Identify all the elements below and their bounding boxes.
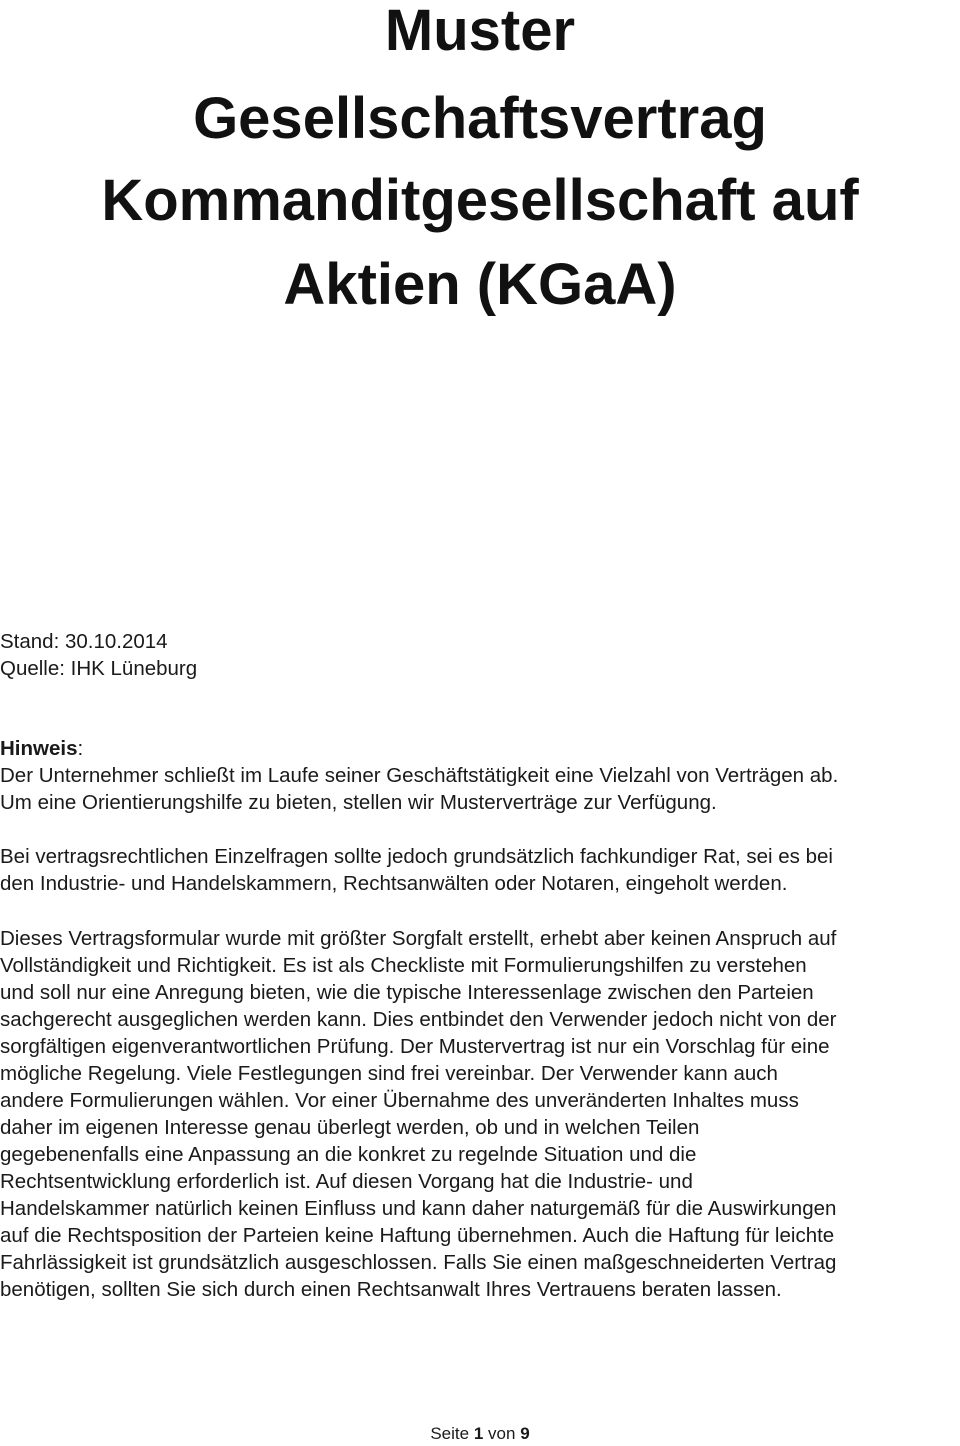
title-line-4: Aktien (KGaA) [283,252,677,317]
text-line: benötigen, sollten Sie sich durch einen Rechtsanwalt Ihres Vertrauens beraten lassen. [0,1278,782,1301]
notice-heading [0,736,83,762]
text-line: sorgfältigen eigenverantwortlichen Prüfung. Der Mustervertrag ist nur ein Vorschlag für eine [0,1035,830,1058]
page-number [0,1423,960,1445]
text-line: Um eine Orientierungshilfe zu bieten, stellen wir Musterverträge zur Verfügung. [0,791,717,814]
page-current: 1 [473,1424,484,1443]
title-line-2: Gesellschaftsvertrag [193,86,767,151]
text-line: daher im eigenen Interesse genau überlegt werden, ob und in welchen Teilen [0,1116,700,1139]
text-line: auf die Rechtsposition der Parteien keine Haftung übernehmen. Auch die Haftung für leichte [0,1224,835,1247]
title-line-3: Kommanditgesellschaft auf [101,168,859,233]
text-line: den Industrie- und Handelskammern, Rechtsanwälten oder Notaren, eingeholt werden. [0,872,788,895]
notice-label: Hinweis [0,737,78,760]
page-middle: von [488,1424,516,1443]
text-line: mögliche Regelung. Viele Festlegungen sind frei vereinbar. Der Verwender kann auch [0,1062,778,1085]
text-line: Rechtsentwicklung erforderlich ist. Auf diesen Vorgang hat die Industrie- und [0,1170,693,1193]
text-line: gegebenenfalls eine Anpassung an die konkret zu regelnde Situation und die [0,1143,697,1166]
text-line: Vollständigkeit und Richtigkeit. Es ist als Checkliste mit Formulierungshilfen zu verstehen [0,954,807,977]
page-prefix: Seite [430,1424,470,1443]
text-line: Handelskammer natürlich keinen Einfluss und kann daher naturgemäß für die Auswirkungen [0,1197,837,1220]
text-line: Der Unternehmer schließt im Laufe seiner Geschäftstätigkeit eine Vielzahl von Verträgen ab. [0,764,839,787]
text-line: andere Formulierungen wählen. Vor einer Übernahme des unveränderten Inhaltes muss [0,1089,799,1112]
stand-date: Stand: 30.10.2014 [0,630,168,653]
page-total: 9 [520,1424,530,1443]
source-line: Quelle: IHK Lüneburg [0,657,198,680]
text-line: Dieses Vertragsformular wurde mit größter Sorgfalt erstellt, erhebt aber keinen Anspruch auf [0,927,837,950]
text-line: und soll nur eine Anregung bieten, wie die typische Interessenlage zwischen den Parteien [0,981,814,1004]
text-line: Bei vertragsrechtlichen Einzelfragen sollte jedoch grundsätzlich fachkundiger Rat, sei es bei [0,845,833,868]
text-line: sachgerecht ausgeglichen werden kann. Dies entbindet den Verwender jedoch nicht von der [0,1008,837,1031]
title-line-1: Muster [384,0,576,63]
text-line: Fahrlässigkeit ist grundsätzlich ausgeschlossen. Falls Sie einen maßgeschneiderten Vertrag [0,1251,837,1274]
notice-colon: : [77,737,84,760]
